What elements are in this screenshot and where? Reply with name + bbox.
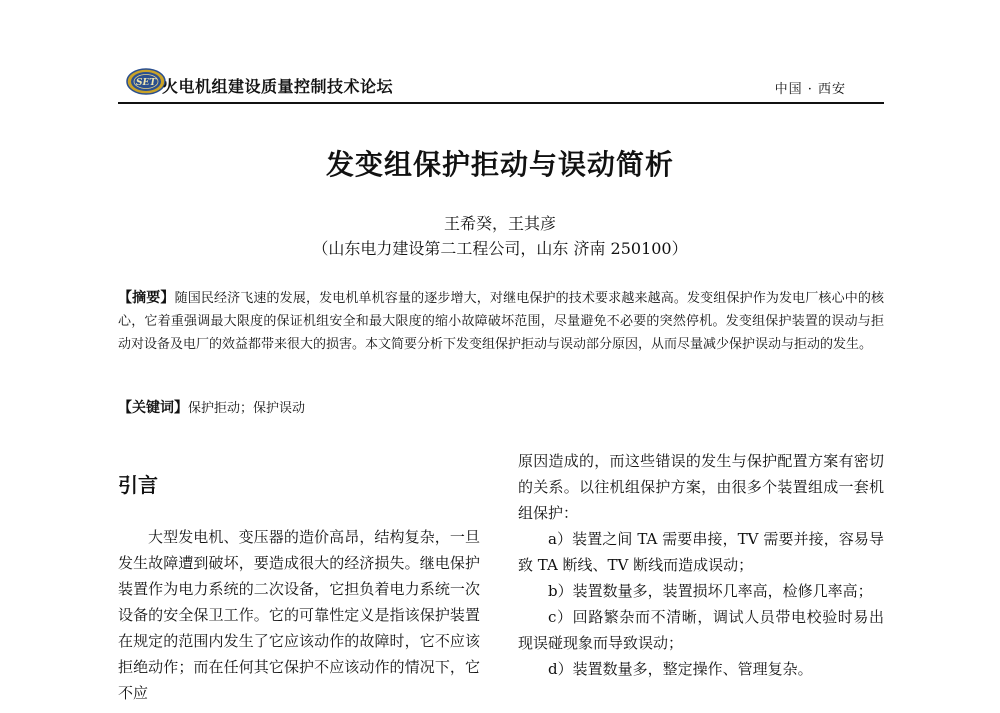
paper-title: 发变组保护拒动与误动简析 [325,148,674,181]
keywords [118,397,884,420]
logo-text: SET [135,78,157,88]
section-title-introduction: 引言 [118,473,158,497]
abstract [118,287,884,356]
conference-location: 中国 · 西安 [774,82,846,97]
list-item: a）装置之间 TA 需要串接，TV 需要并接，容易导致 TA 断线、TV 断线而造成误动； [518,530,884,574]
list-item: c）回路繁杂而不清晰，调试人员带电校验时易出现误碰现象而导致误动； [518,608,884,652]
running-header [118,66,884,104]
conference-logo-icon [126,68,166,95]
list-item: d）装置数量多，整定操作、管理复杂。 [548,660,813,678]
keywords-label: 【关键词】 [118,400,188,416]
right-column [518,448,884,682]
keywords-text: 保护拒动；保护误动 [188,401,306,416]
forum-name: 火电机组建设质量控制技术论坛 [162,77,394,96]
left-column [118,472,480,706]
list-item: b）装置数量多，装置损坏几率高，检修几率高； [548,582,873,600]
abstract-text: 随国民经济飞速的发展，发电机单机容量的逐步增大，对继电保护的技术要求越来越高。发变组保护作为发电厂核心中的核心，它着重强调最大限度的保证机组安全和最大限度的缩小故障破坏范围，尽量避免不必要的突然停机。发变组保护装置的误动与拒动对设备及电厂的效益都带来很大的损害。本文简要分析下发变组保护拒动与误动部分原因，从而尽量减少保护误动与拒动的发生。 [118,291,884,352]
abstract-label: 【摘要】 [118,290,175,306]
continued-paragraph: 原因造成的，而这些错误的发生与保护配置方案有密切的关系。以往机组保护方案，由很多个装置组成一套机组保护： [518,452,884,522]
paper-authors: 王希癸，王其彦 [443,214,556,233]
introduction-paragraph: 大型发电机、变压器的造价高昂，结构复杂，一旦发生故障遭到破坏，要造成很大的经济损失。继电保护装置作为电力系统的二次设备，它担负着电力系统一次设备的安全保卫工作。它的可靠性定义是指该保护装置在规定的范围内发生了它应该动作的故障时，它不应该拒绝动作；而在任何其它保护不应该动作的情况下，它不应 [118,528,480,702]
author-affiliation: （山东电力建设第二工程公司，山东 济南 250100） [312,239,688,258]
